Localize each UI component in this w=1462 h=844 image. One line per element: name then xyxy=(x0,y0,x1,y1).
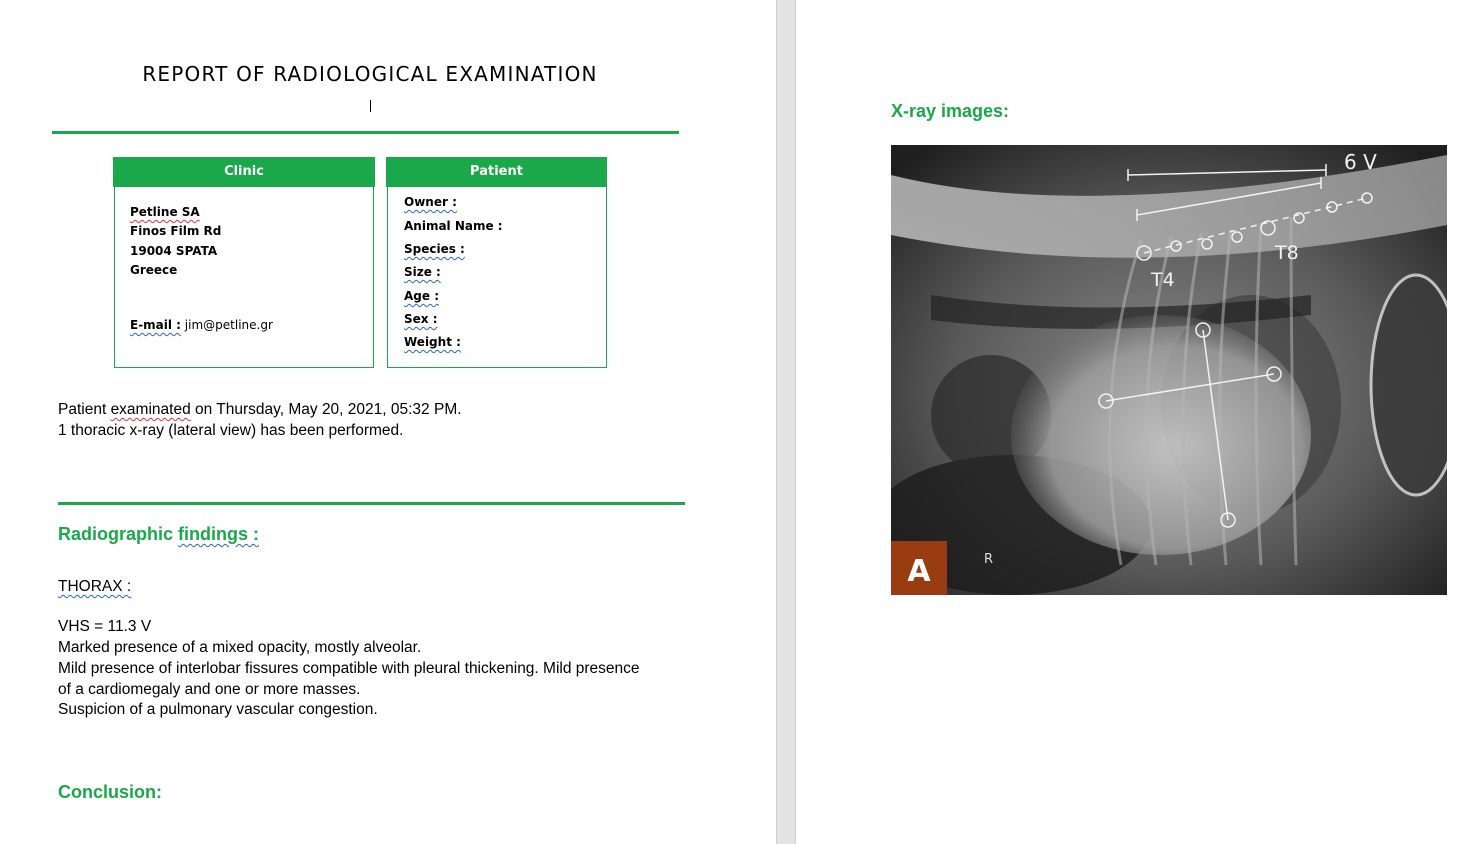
patient-sex xyxy=(404,312,438,326)
t8-label: T8 xyxy=(1275,242,1299,264)
patient-size xyxy=(404,265,441,279)
clinic-city: 19004 SPATA xyxy=(130,244,218,258)
text-cursor xyxy=(370,100,371,112)
report-title: REPORT OF RADIOLOGICAL EXAMINATION xyxy=(142,62,598,86)
title-divider xyxy=(52,131,679,134)
clinic-email xyxy=(130,318,273,332)
xray-images-heading: X-ray images: xyxy=(891,101,1010,121)
view-badge-label: A xyxy=(907,554,931,589)
findings-divider xyxy=(58,502,685,505)
finding-line: Suspicion of a pulmonary vascular congestion. xyxy=(58,701,378,718)
conclusion-heading: Conclusion: xyxy=(58,782,162,802)
heart-silhouette xyxy=(1011,315,1311,555)
exam-xray-line: 1 thoracic x-ray (lateral view) has been performed. xyxy=(58,422,404,439)
exam-line-pre: Patient xyxy=(58,401,111,418)
email-value: jim@petline.gr xyxy=(180,318,273,332)
weight-label: Weight : xyxy=(404,335,461,349)
clinic-name xyxy=(130,205,200,219)
clinic-name-text: Petline SA xyxy=(130,205,200,219)
size-label: Size : xyxy=(404,265,441,279)
clinic-country: Greece xyxy=(130,263,178,277)
patient-species xyxy=(404,242,465,256)
findings-heading-pre: Radiographic xyxy=(58,524,179,544)
diaphragm xyxy=(1371,275,1447,495)
exam-line-word: examinated xyxy=(110,401,191,418)
finding-line: VHS = 11.3 V xyxy=(58,618,152,635)
email-label: E-mail : xyxy=(130,318,181,332)
patient-header: Patient xyxy=(386,157,607,187)
species-label: Species : xyxy=(404,242,465,256)
t4-label: T4 xyxy=(1151,269,1175,291)
owner-label: Owner : xyxy=(404,195,457,209)
thoracic-xray-image xyxy=(891,145,1447,595)
patient-animal-name xyxy=(404,219,503,233)
thorax-label-text: THORAX : xyxy=(58,578,132,595)
side-marker: R xyxy=(984,552,994,567)
vertebrae-label: 6 V xyxy=(1344,150,1377,174)
page-gutter xyxy=(776,0,796,844)
age-label: Age : xyxy=(404,289,439,303)
exam-date-line xyxy=(58,399,462,420)
patient-age xyxy=(404,289,439,303)
patient-weight xyxy=(404,335,461,349)
animal-name-label: Animal Name : xyxy=(404,219,503,233)
finding-line: of a cardiomegaly and one or more masses. xyxy=(58,681,361,698)
finding-line: Marked presence of a mixed opacity, mostly alveolar. xyxy=(58,639,422,656)
findings-heading xyxy=(58,524,259,545)
findings-heading-word: findings : xyxy=(178,524,259,544)
exam-line-post: on Thursday, May 20, 2021, 05:32 PM. xyxy=(190,401,462,418)
sex-label: Sex : xyxy=(404,312,438,326)
clinic-header: Clinic xyxy=(113,157,375,187)
thorax-label xyxy=(58,576,131,597)
clinic-street: Finos Film Rd xyxy=(130,224,222,238)
patient-owner xyxy=(404,195,457,209)
report-page-2 xyxy=(796,0,1462,844)
finding-line: Mild presence of interlobar fissures compatible with pleural thickening. Mild presence xyxy=(58,660,640,677)
